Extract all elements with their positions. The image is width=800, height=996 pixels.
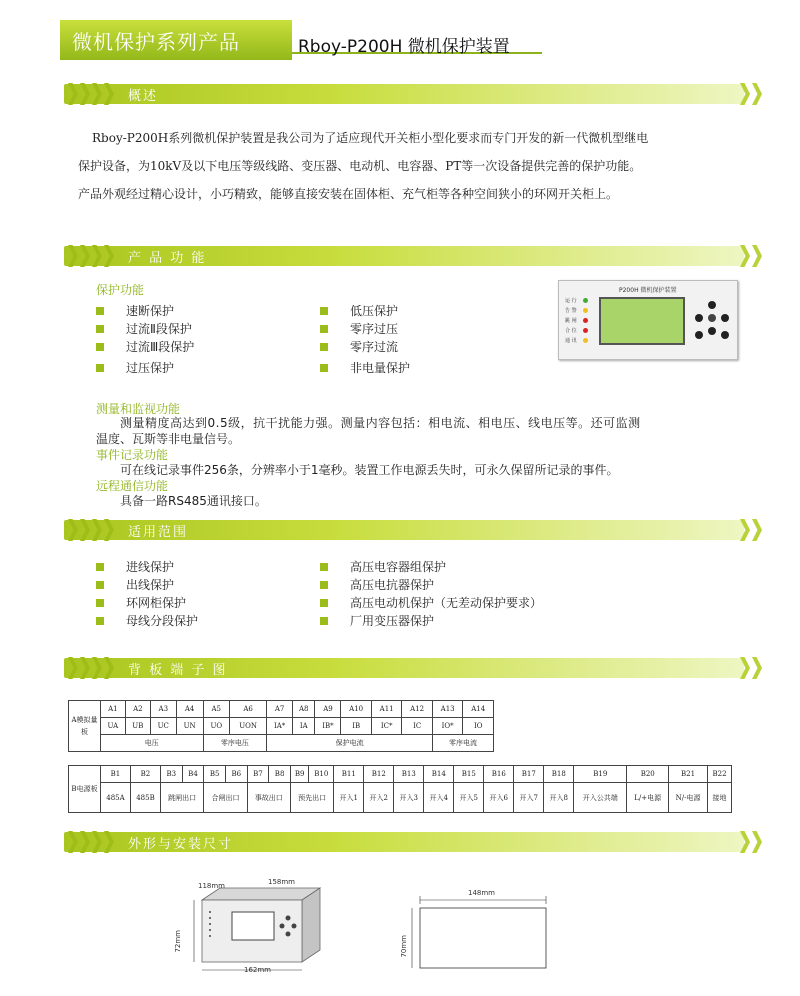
led-row: 合 位: [565, 325, 588, 335]
list-item: 过流Ⅱ段保护: [96, 320, 192, 337]
dim-bottom-width: 162mm: [244, 966, 271, 974]
dim-depth: 118mm: [198, 882, 225, 890]
list-item: 非电量保护: [320, 359, 410, 376]
list-item: 速断保护: [96, 302, 174, 319]
section-title-dimensions: 外形与安装尺寸: [128, 837, 234, 852]
header-banner: [60, 20, 540, 60]
series-tab: [60, 20, 292, 60]
measurement-line-2: 温度、瓦斯等非电量信号。: [96, 432, 241, 446]
list-item: 过压保护: [96, 359, 174, 376]
table-row: 485A 485B 跳闸出口 合闸出口 事故出口 预先出口 开入1 开入2 开入3 开入4 开入5 开入6 开入7 开入8 开入公共端 L/+电源 N/-电源 接地: [69, 783, 732, 813]
overview-text: [78, 124, 752, 208]
dim-height: 72mm: [174, 930, 182, 953]
measurement-title: 测量和监视功能: [96, 402, 181, 416]
list-item: 母线分段保护: [96, 612, 198, 629]
list-item: 厂用变压器保护: [320, 612, 434, 629]
device-keypad: [695, 301, 729, 345]
device-title: P200H 微机保护装置: [619, 287, 677, 294]
section-bar-overview: [64, 82, 744, 106]
section-bar-dimensions: [64, 830, 744, 854]
list-item: 高压电抗器保护: [320, 576, 434, 593]
device-leds: [565, 295, 588, 345]
board-a-table: [68, 700, 494, 752]
table-row: B电源板 B1 B2 B3 B4 B5 B6 B7 B8 B9 B10 B11 B12 B13 B14 B15 B16 B17 B18 B19 B20 B21 B22: [69, 766, 732, 783]
device-illustration: [558, 280, 738, 360]
product-title: Rboy-P200H 微机保护装置: [298, 37, 510, 57]
list-item: 进线保护: [96, 558, 174, 575]
comm-title: 远程通信功能: [96, 479, 169, 493]
led-row: 跳 闸: [565, 315, 588, 325]
table-row: 电压 零序电压 保护电流 零序电流: [69, 735, 494, 752]
section-title-terminals: 背 板 端 子 图: [128, 663, 228, 678]
section-title-overview: 概述: [128, 89, 159, 104]
list-item: 高压电容器组保护: [320, 558, 446, 575]
section-bar-applications: [64, 518, 744, 542]
list-item: 高压电动机保护（无差动保护要求）: [320, 594, 542, 611]
measurement-line-1: 测量精度高达到0.5级，抗干扰能力强。测量内容包括：相电流、相电压、线电压等。还可监测: [120, 416, 641, 430]
table-row: UA UB UC UN UO UON IA* IA IB* IB IC* IC IO* IO: [69, 718, 494, 735]
section-title-applications: 适用范围: [128, 525, 189, 540]
board-b-table: [68, 765, 732, 813]
event-title: 事件记录功能: [96, 448, 169, 462]
list-item: 零序过流: [320, 338, 398, 355]
protection-title: 保护功能: [96, 283, 145, 297]
section-title-features: 产 品 功 能: [128, 251, 207, 266]
led-row: 运 行: [565, 295, 588, 305]
board-b-label: B电源板: [69, 766, 101, 813]
list-item: 出线保护: [96, 576, 174, 593]
dim-cut-height: 70mm: [400, 935, 408, 958]
section-bar-terminals: [64, 656, 744, 680]
panel-cutout-drawing: [400, 888, 560, 978]
overview-line: Rboy-P200H系列微机保护装置是我公司为了适应现代开关柜小型化要求而专门开发的新一代微机型继电: [92, 131, 649, 145]
list-item: 零序过压: [320, 320, 398, 337]
series-title: 微机保护系列产品: [72, 30, 240, 54]
list-item: 低压保护: [320, 302, 398, 319]
list-item: 过流Ⅲ段保护: [96, 338, 194, 355]
device-outline-drawing: [180, 880, 330, 980]
overview-line: 产品外观经过精心设计，小巧精致，能够直接安装在固体柜、充气柜等各种空间狭小的环网开关柜上。: [78, 187, 619, 201]
led-row: 通 讯: [565, 335, 588, 345]
board-a-label: A模拟量板: [69, 701, 101, 752]
dim-cut-width: 148mm: [468, 889, 495, 897]
list-item: 环网柜保护: [96, 594, 186, 611]
dim-top-width: 158mm: [268, 878, 295, 886]
event-text: 可在线记录事件256条，分辨率小于1毫秒。装置工作电源丢失时，可永久保留所记录的事件。: [120, 463, 619, 477]
section-bar-features: [64, 244, 744, 268]
table-row: A模拟量板 A1 A2 A3 A4 A5 A6 A7 A8 A9 A10 A11 A12 A13 A14: [69, 701, 494, 718]
led-row: 告 警: [565, 305, 588, 315]
device-lcd-screen: [599, 297, 685, 345]
comm-text: 具备一路RS485通讯接口。: [120, 494, 267, 508]
overview-line: 保护设备，为10kV及以下电压等级线路、变压器、电动机、电容器、PT等一次设备提供完善的保护功能。: [78, 159, 642, 173]
